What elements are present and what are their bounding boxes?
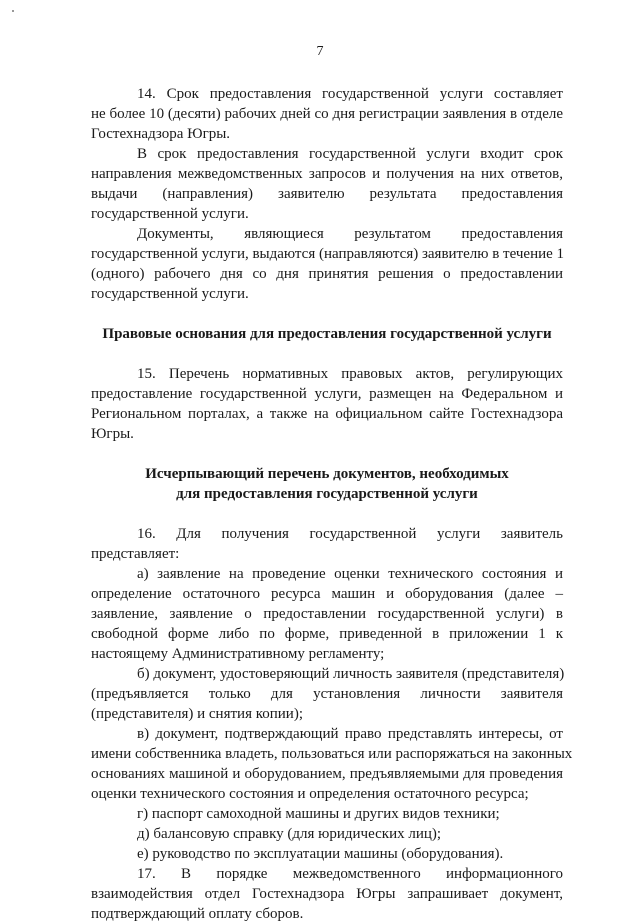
text-line: основаниях машиной и оборудованием, предъявляемыми для проведения: [91, 766, 563, 782]
text-line: направления межведомственных запросов и получения на них ответов,: [91, 166, 563, 182]
text-line: в) документ, подтверждающий право представлять интересы, от: [137, 726, 563, 742]
paragraph-14-term: [91, 144, 563, 224]
text-line: заявление, заявление о предоставлении государственной услуги) в: [91, 606, 563, 622]
text-line: представляет:: [91, 546, 180, 562]
heading-line: для предоставления государственной услуги: [176, 486, 478, 502]
text-line: не более 10 (десяти) рабочих дней со дня регистрации заявления в отделе: [91, 106, 563, 122]
text-line: предоставление государственной услуги, размещен на Федеральном и: [91, 386, 563, 402]
text-line: Гостехнадзора Югры.: [91, 126, 231, 142]
text-line: В срок предоставления государственной услуги входит срок: [137, 146, 563, 162]
text-line: 16. Для получения государственной услуги заявитель: [137, 526, 563, 542]
paragraph-15: [91, 364, 563, 444]
document-body: [91, 84, 573, 924]
text-line: 17. В порядке межведомственного информационного: [137, 866, 563, 882]
text-line: (предъявляется только для установления личности заявителя: [91, 686, 563, 702]
paragraph-17: [91, 864, 563, 924]
list-item-v: [91, 724, 573, 804]
text-line: (одного) рабочего дня со дня принятия решения о предоставлении: [91, 266, 563, 282]
text-line: государственной услуги.: [91, 286, 249, 302]
text-line: свободной форме либо по форме, приведенной в приложении 1 к: [91, 626, 563, 642]
paragraph-16: [91, 524, 563, 564]
section-heading-documents: [91, 464, 563, 504]
text-line: настоящему Административному регламенту;: [91, 646, 385, 662]
text-line: б) документ, удостоверяющий личность заявителя (представителя): [137, 666, 565, 682]
text-line: а) заявление на проведение оценки технического состояния и: [137, 566, 563, 582]
margin-dot: [12, 10, 14, 12]
text-line: государственной услуги, выдаются (направляются) заявителю в течение 1: [91, 246, 565, 262]
heading-line: Исчерпывающий перечень документов, необходимых: [145, 466, 509, 482]
text-line: 15. Перечень нормативных правовых актов, регулирующих: [137, 366, 563, 382]
text-line: Региональном порталах, а также на официальном сайте Гостехнадзора: [91, 406, 563, 422]
list-item-g: г) паспорт самоходной машины и других видов техники;: [137, 806, 500, 822]
text-line: Документы, являющиеся результатом предоставления: [137, 226, 563, 242]
text-line: определение остаточного ресурса машин и оборудования (далее –: [91, 586, 563, 602]
list-item-e: е) руководство по эксплуатации машины (оборудования).: [137, 846, 504, 862]
paragraph-14: [91, 84, 563, 144]
text-line: выдачи (направления) заявителю результата предоставления: [91, 186, 563, 202]
text-line: государственной услуги.: [91, 206, 249, 222]
text-line: подтверждающий оплату сборов.: [91, 906, 304, 922]
text-line: Югры.: [91, 426, 134, 442]
text-line: оценки технического состояния и определения остаточного ресурса;: [91, 786, 529, 802]
list-item-a: [91, 564, 563, 664]
list-item-b: [91, 664, 563, 724]
paragraph-14-documents: [91, 224, 563, 304]
text-line: (представителя) и снятия копии);: [91, 706, 303, 722]
list-item-d: д) балансовую справку (для юридических лиц);: [137, 826, 442, 842]
text-line: имени собственника владеть, пользоваться или распоряжаться на законных: [91, 746, 573, 762]
page-number: 7: [316, 44, 324, 59]
section-heading-legal-grounds: Правовые основания для предоставления государственной услуги: [102, 326, 552, 342]
text-line: взаимодействия отдел Гостехнадзора Югры запрашивает документ,: [91, 886, 563, 902]
text-line: 14. Срок предоставления государственной услуги составляет: [137, 86, 563, 102]
